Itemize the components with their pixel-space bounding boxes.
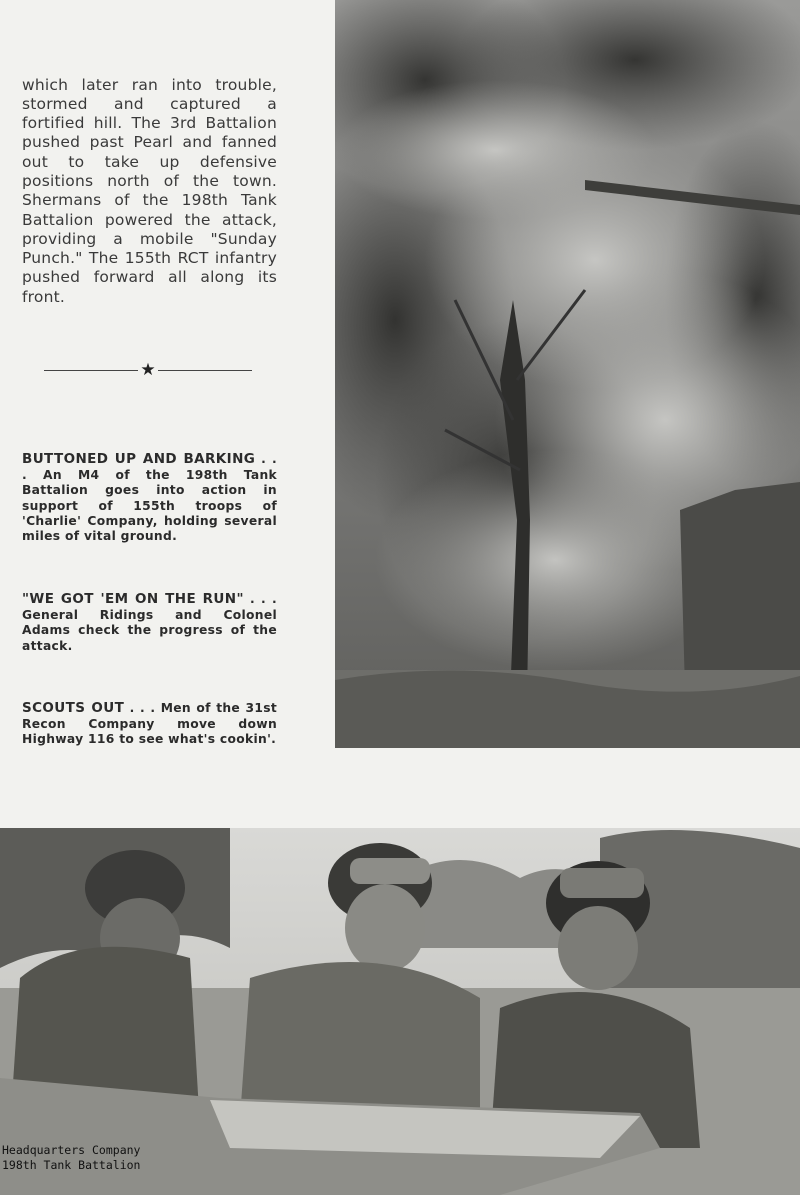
caption-text: . . . General Ridings and Colonel Adams check the progress of the attack. [22, 592, 277, 653]
star-icon: ★ [140, 360, 156, 380]
photo-tank-in-action [335, 0, 800, 748]
tank-smoke-image [335, 0, 800, 748]
photo-credit-stamp [0, 1139, 196, 1181]
body-paragraph: which later ran into trouble, stormed and captured a fortified hill. The 3rd Battalion pushed past Pearl and fanned out to take up defensive positions north of the town. Shermans of the 198th Tank Battalion powered the attack, providing a mobile "Sunday Punch." The 155th RCT infantry pushed forward all along its front. [22, 75, 277, 306]
star-divider [44, 358, 252, 382]
caption-text: . . . Men of the 31st Recon Company move down Highway 116 to see what's cookin'. [22, 701, 277, 747]
caption-heading: BUTTONED UP AND BARKING [22, 451, 256, 468]
caption-heading: SCOUTS OUT [22, 700, 125, 717]
caption-tank [22, 452, 277, 544]
caption-scouts [22, 701, 277, 747]
caption-heading: "WE GOT 'EM ON THE RUN" [22, 591, 244, 608]
caption-generals [22, 592, 277, 654]
stamp-line-2: 198th Tank Battalion [2, 1158, 141, 1172]
divider-line-right [158, 370, 252, 371]
stamp-line-1: Headquarters Company [2, 1143, 141, 1157]
caption-text: . . . An M4 of the 198th Tank Battalion goes into action in support of 155th troops of 'Charlie' Company, holding several miles of vital ground. [22, 452, 277, 544]
divider-line-left [44, 370, 138, 371]
